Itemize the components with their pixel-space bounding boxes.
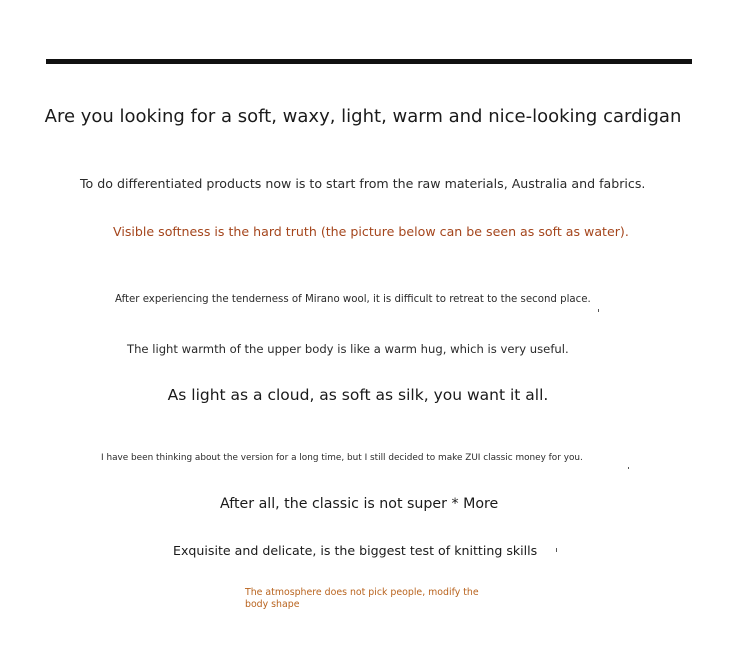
text-line-light-as-cloud: As light as a cloud, as soft as silk, you want it all. <box>167 386 549 404</box>
text-line-warm-hug: The light warmth of the upper body is like a warm hug, which is very useful. <box>127 342 569 356</box>
text-line-classic-version: I have been thinking about the version for a long time, but I still decided to make ZUI classic money for you. <box>101 453 583 463</box>
text-line-classic-not-super: After all, the classic is not super * More <box>220 496 499 512</box>
text-line-knitting-skills: Exquisite and delicate, is the biggest test of knitting skills <box>173 543 538 558</box>
decorative-speck <box>556 548 557 552</box>
text-line-raw-materials: To do differentiated products now is to start from the raw materials, Australia and fabrics. <box>80 176 646 191</box>
text-line-visible-softness: Visible softness is the hard truth (the picture below can be seen as soft as water). <box>113 224 629 239</box>
top-divider <box>46 59 692 64</box>
page-headline: Are you looking for a soft, waxy, light, warm and nice-looking cardigan <box>44 106 682 127</box>
text-line-mirano-wool: After experiencing the tenderness of Mirano wool, it is difficult to retreat to the second place. <box>115 294 591 305</box>
decorative-speck <box>598 309 599 312</box>
text-line-body-shape: The atmosphere does not pick people, modify the body shape <box>245 587 479 610</box>
decorative-speck <box>628 467 629 469</box>
